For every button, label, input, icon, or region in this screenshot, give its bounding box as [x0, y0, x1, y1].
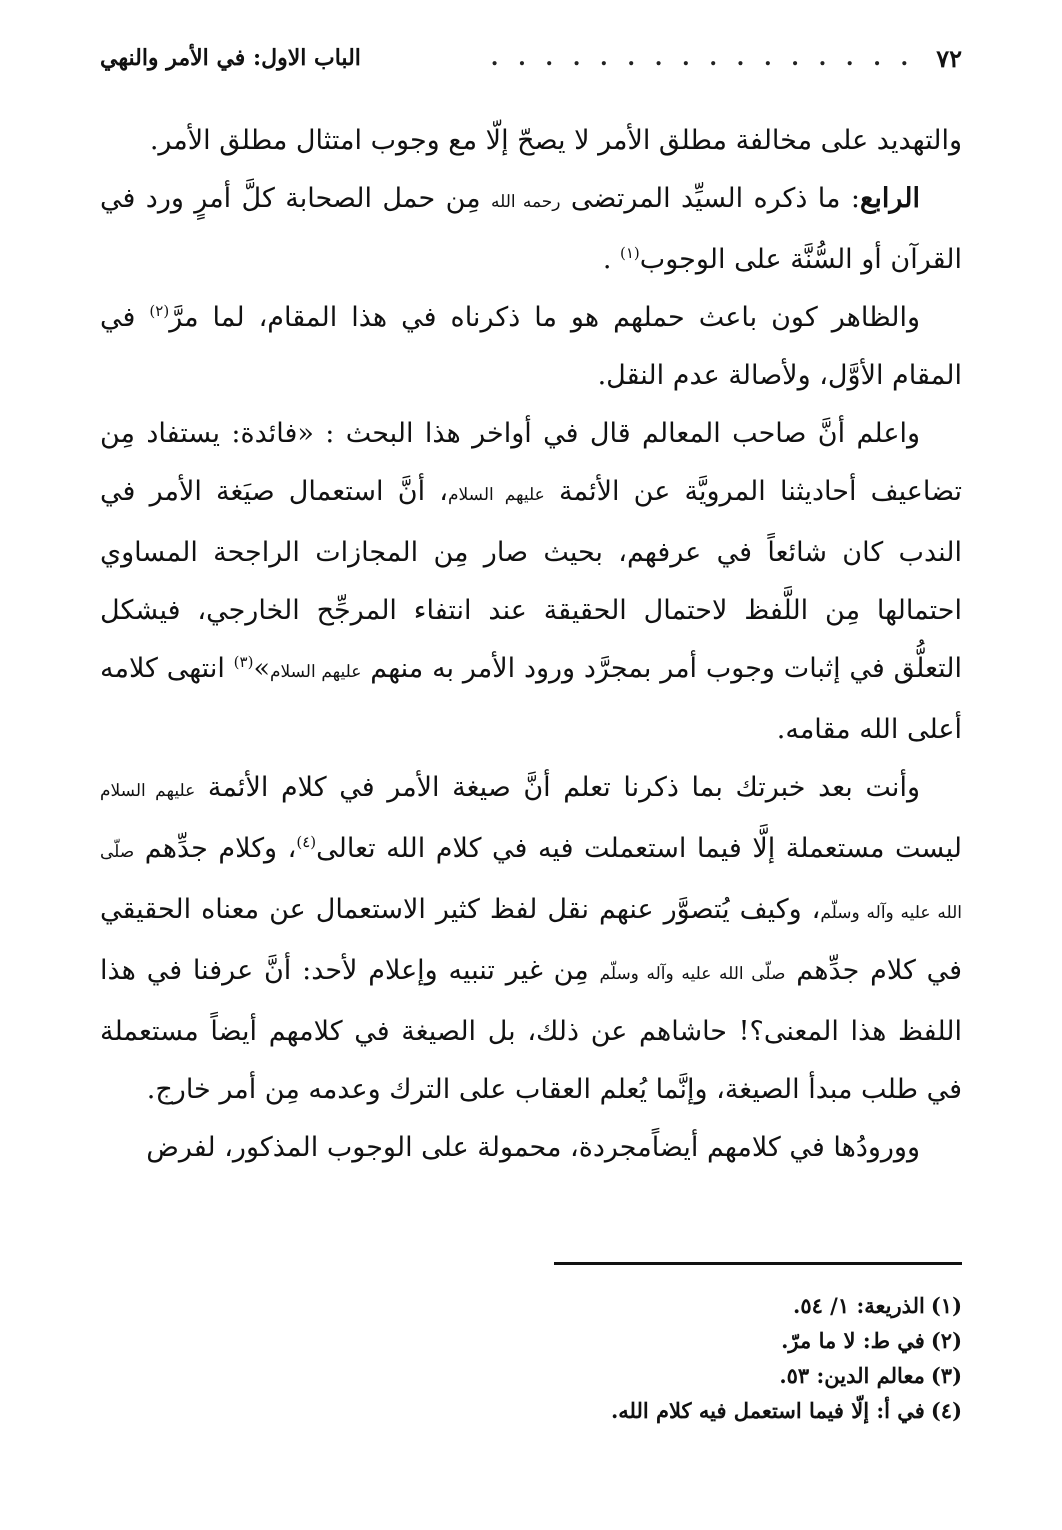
page-number: ٧٢ — [936, 43, 962, 73]
paragraph-5: وأنت بعد خبرتك بما ذكرنا تعلم أنَّ صيغة الأمر في كلام الأئمة عليهم السلام ليست مستعملة إلَّا فيما استعملت فيه في كلام الله تعالى$^{(٤)}$، وكلام جدِّهم صلّى الله عليه وآله وسلّم، وكيف يُتصوَّر عنهم نقل لفظ كثير الاستعمال عن معناه الحقيقي في كلام جدِّهم صلّى الله عليه وآله وسلّم مِن غير تنبيه وإعلام لأحد: أنَّ عرفنا في هذا اللفظ هذا المعنى؟! حاشاهم عن ذلك، بل الصيغة في كلامهم أيضاً مستعملة في طلب مبدأ الصيغة، وإنَّما يُعلم العقاب على الترك وعدمه مِن أمر خارج. — [100, 772, 963, 1105]
footnote-number: (٤) — [930, 1398, 962, 1423]
footnote-text: في أ: إلّا فيما استعمل فيه كلام الله. — [610, 1398, 925, 1423]
footnote-item — [100, 1323, 962, 1358]
paragraph-6: وورودُها في كلامهم أيضاًمجردة، محمولة على الوجوب المذكور، لفرض — [146, 1132, 920, 1163]
honorific: صلّى الله عليه وآله وسلّم — [100, 842, 963, 923]
paragraph-3: والظاهر كون باعث حملهم هو ما ذكرناه في هذا المقام، لما مرَّ$^{(٢)}$ في المقام الأوَّل، ولأصالة عدم النقل. — [100, 302, 962, 391]
footnote-text: الذريعة: ١/ ٥٤. — [793, 1293, 925, 1318]
footnote-number: (٣) — [930, 1363, 962, 1388]
footnote-number: (١) — [930, 1293, 962, 1318]
footnote-number: (٢) — [930, 1328, 962, 1353]
footnotes — [100, 1288, 962, 1428]
footnote-text: معالم الدين: ٥٣. — [779, 1363, 925, 1388]
honorific: عليهم السلام — [447, 485, 545, 505]
footnote-marker[interactable]: (٤) — [296, 833, 317, 851]
footnote-text: في ط: لا ما مرّ. — [781, 1328, 925, 1353]
paragraph-1: والتهديد على مخالفة مطلق الأمر لا يصحّ إلّا مع وجوب امتثال مطلق الأمر. — [149, 125, 962, 156]
footnote-separator — [554, 1262, 962, 1265]
paragraph-2: الرابع: ما ذكره السيِّد المرتضى رحمه الله مِن حمل الصحابة كلَّ أمرٍ ورد في القرآن أو السُّنَّة على الوجوب$^{(١)}$ . — [100, 183, 962, 275]
footnote-marker[interactable]: (٣) — [233, 653, 254, 671]
footnote-marker[interactable]: (١) — [620, 244, 640, 262]
lead-word: الرابع — [860, 183, 921, 214]
footnote-item — [100, 1288, 962, 1323]
honorific: صلّى الله عليه وآله وسلّم — [599, 964, 786, 984]
footnote-item — [100, 1393, 962, 1428]
main-text — [100, 112, 962, 1177]
honorific: عليهم السلام — [269, 662, 362, 682]
honorific: رحمه الله — [490, 192, 561, 212]
chapter-title: الباب الاول: في الأمر والنهي — [100, 45, 361, 71]
paragraph-4: واعلم أنَّ صاحب المعالم قال في أواخر هذا البحث : «فائدة: يستفاد مِن تضاعيف أحاديثنا المرويَّة عن الأئمة عليهم السلام، أنَّ استعمال صيَغة الأمر في الندب كان شائعاً في عرفهم، بحيث صار مِن المجازات الراجحة المساوي احتمالها مِن اللَّفظ لاحتمال الحقيقة عند انتفاء المرجِّح الخارجي، فيشكل التعلُّق في إثبات وجوب أمر بمجرَّد ورود الأمر به منهم عليهم السلام»$^{(٣)}$ انتهى كلامه أعلى الله مقامه. — [100, 418, 963, 745]
honorific: عليهم السلام — [100, 781, 196, 801]
footnote-marker[interactable]: (٢) — [149, 302, 170, 320]
running-header — [100, 38, 962, 78]
footnote-item — [100, 1358, 962, 1393]
leader-dots: . . . . . . . . . . . . . . . . — [490, 45, 915, 71]
